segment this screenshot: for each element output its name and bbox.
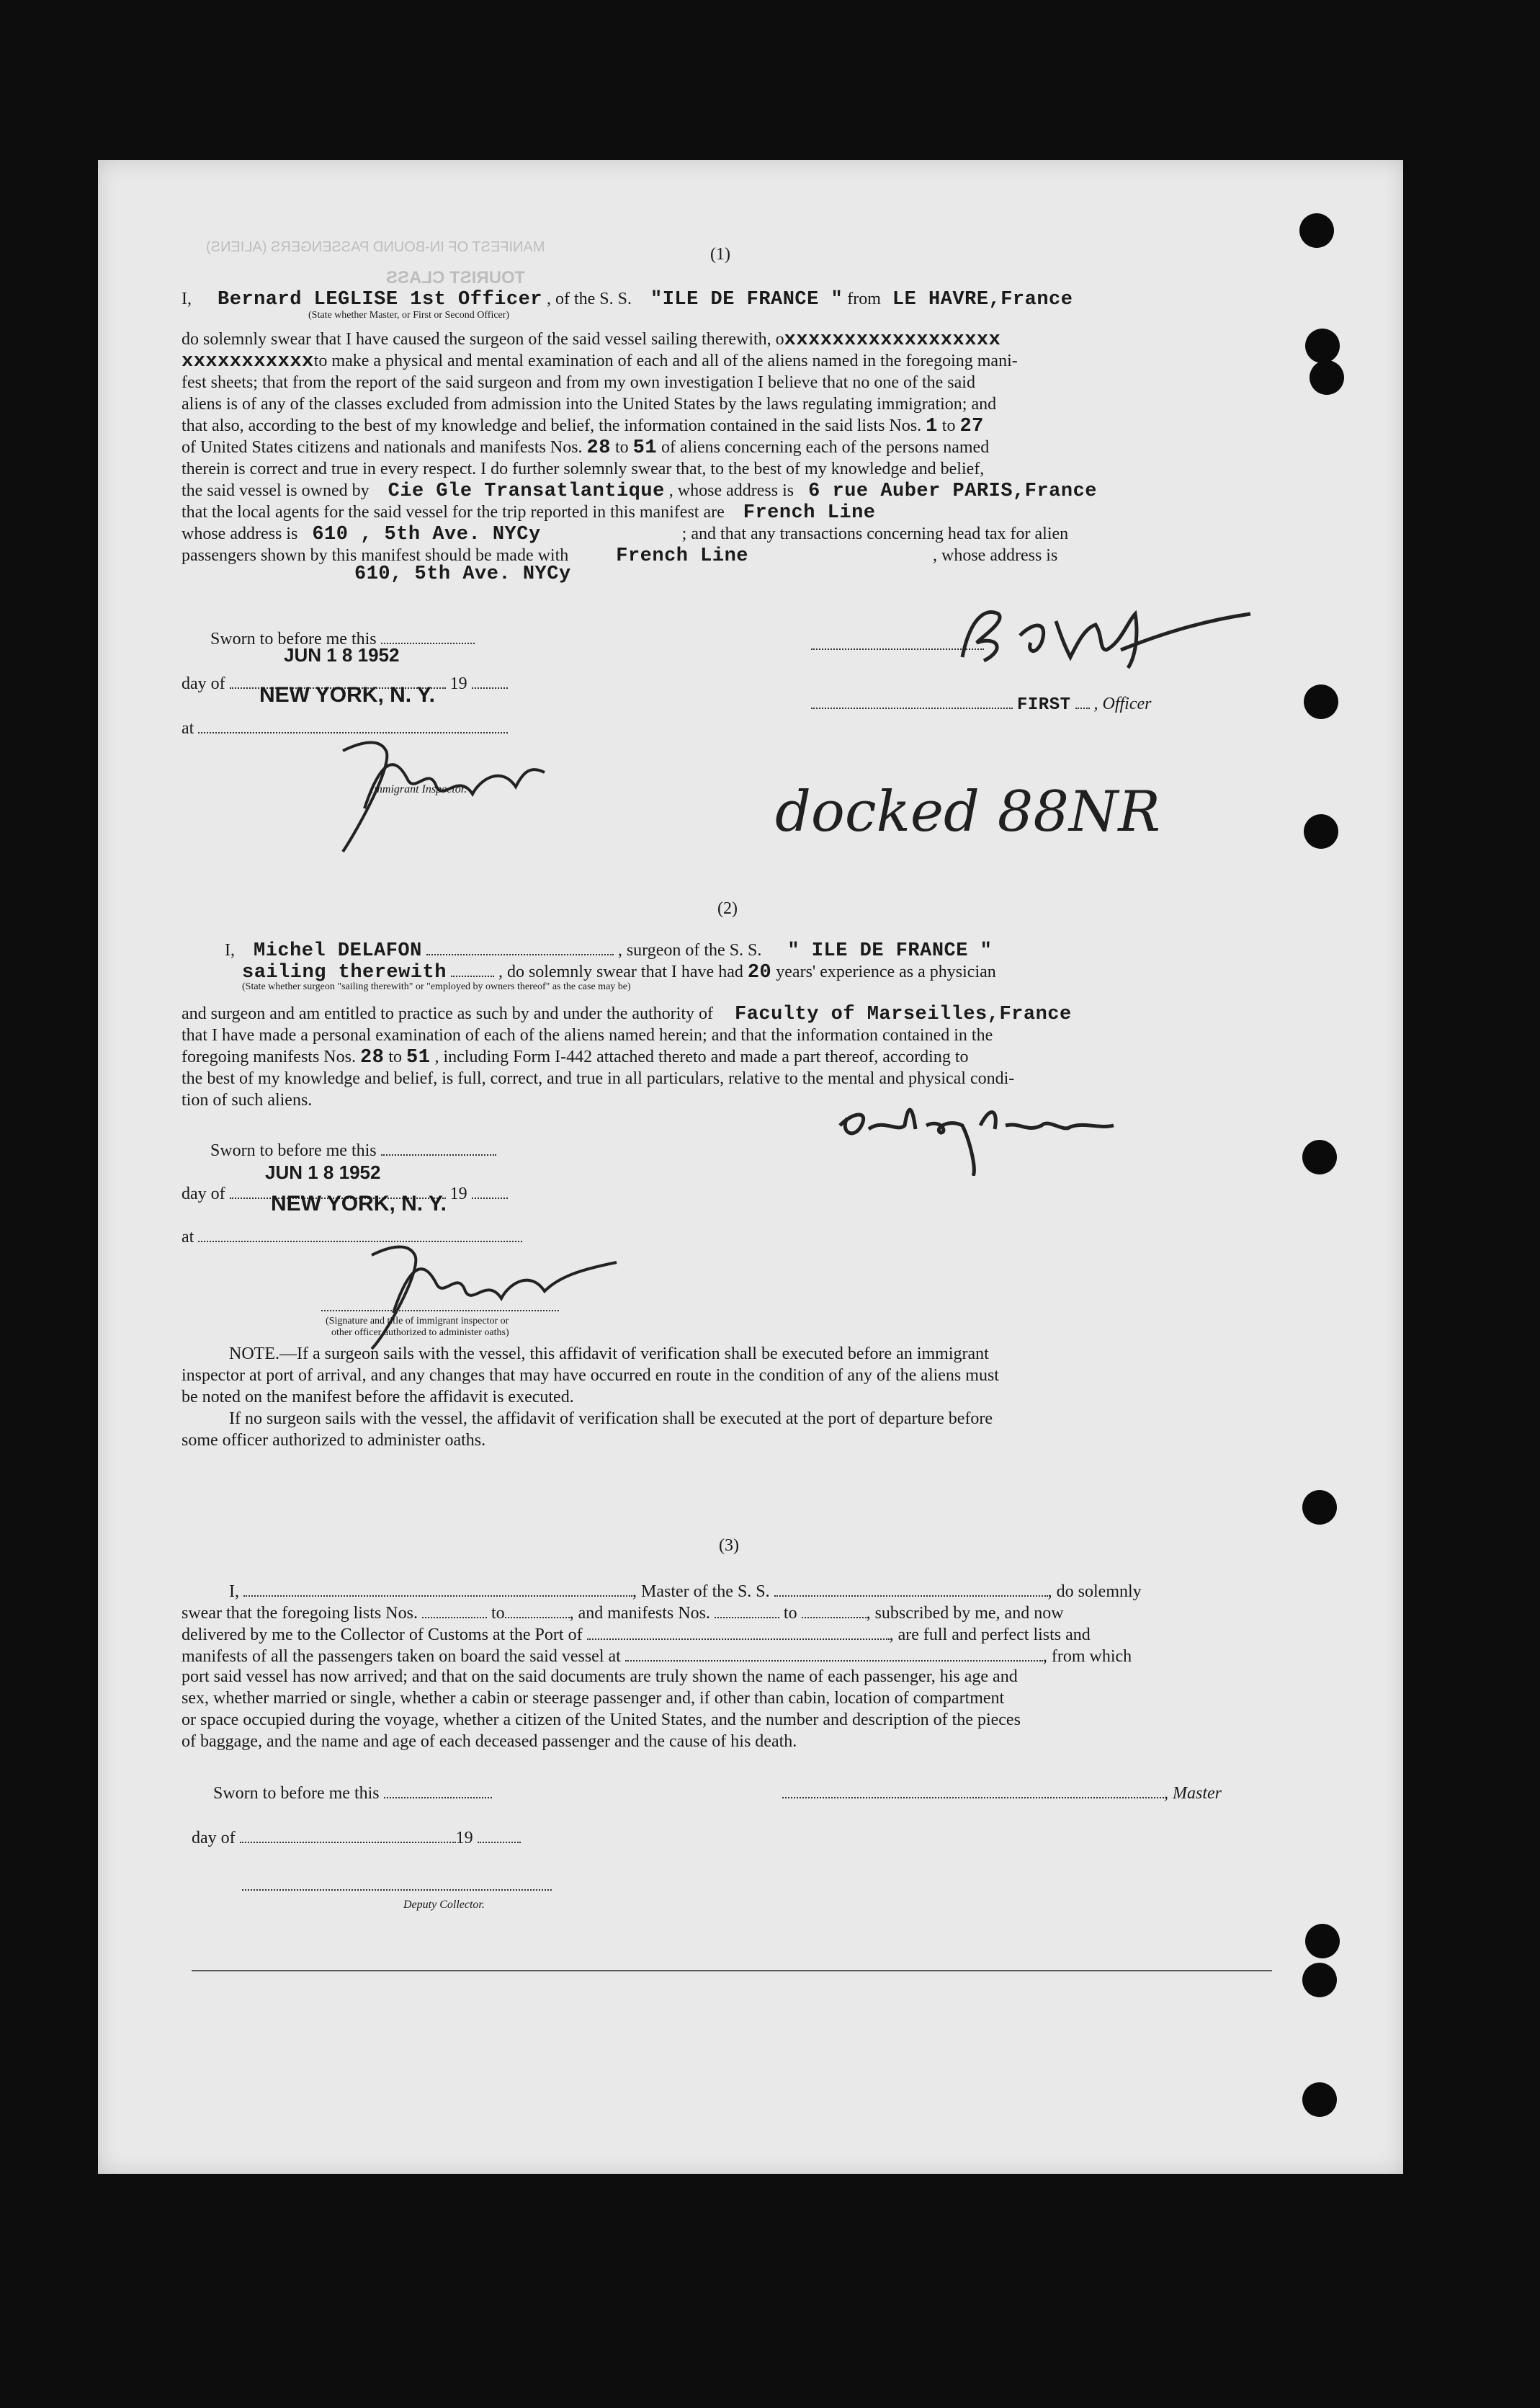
s1-line4: fest sheets; that from the report of the said surgeon and from my own investigation I believe that no one of the said — [182, 373, 975, 392]
s1-line12a: passengers shown by this manifest should be made with — [182, 546, 569, 565]
s2-line6: the best of my knowledge and belief, is full, correct, and true in all particulars, relative to the mental and physical condi- — [182, 1069, 1015, 1088]
section-3-number: (3) — [719, 1536, 739, 1555]
punch-hole — [1302, 2082, 1337, 2117]
officer-rank: FIRST — [1017, 695, 1071, 715]
sworn-text-3: Sworn to before me this — [213, 1784, 380, 1803]
at-1: at — [182, 719, 194, 738]
section-2-number: (2) — [717, 899, 738, 918]
s3-line3b: , are full and perfect lists and — [889, 1626, 1091, 1644]
day-of-3: day of — [192, 1829, 236, 1847]
manifest-page — [98, 160, 1403, 2174]
place-stamp-1: NEW YORK, N. Y. — [259, 683, 435, 707]
s3-line1b: , Master of the S. S. — [632, 1582, 770, 1601]
s3-line3a: delivered by me to the Collector of Customs at the Port of — [182, 1626, 583, 1644]
surgeon-line — [225, 938, 992, 962]
punch-hole — [1310, 360, 1344, 395]
s1-line11b: ; and that any transactions concerning head tax for alien — [681, 525, 1069, 543]
deputy-collector-caption: Deputy Collector. — [403, 1899, 485, 1911]
label-of-ss: , of the S. S. — [546, 290, 632, 308]
punch-hole — [1304, 814, 1338, 849]
s1-line5: aliens is of any of the classes excluded from admission into the United States by the laws regulating immigration; and — [182, 395, 997, 414]
manifests-from: 28 — [586, 437, 611, 459]
s3-line1 — [229, 1579, 1142, 1602]
s3-line4 — [182, 1644, 1132, 1667]
bleed-through-heading: MANIFEST OF IN-BOUND PASSENGERS (ALIENS) — [206, 239, 545, 255]
sworn-line-2 — [210, 1138, 496, 1161]
lists-from: 1 — [926, 416, 938, 437]
label-to-4: to — [491, 1604, 505, 1623]
label-i-3: I, — [229, 1582, 239, 1601]
s1-line10 — [182, 501, 875, 524]
s1-line7 — [182, 437, 989, 459]
ship-name-2: " ILE DE FRANCE " — [787, 940, 993, 962]
year-2: 19 — [449, 1185, 467, 1203]
s1-line11 — [182, 523, 1068, 545]
head-tax-payee: French Line — [616, 545, 748, 567]
officer-title-line — [811, 692, 1152, 716]
label-from: from — [847, 290, 881, 308]
state-caption: (State whether Master, or First or Second Officer) — [308, 310, 510, 321]
date-stamp-1: JUN 1 8 1952 — [284, 644, 400, 666]
s1-line9b: , whose address is — [668, 481, 794, 500]
owner-address: 6 rue Auber PARIS,France — [808, 481, 1097, 502]
surgeon-status: sailing therewith — [242, 962, 447, 984]
note-line-4: If no surgeon sails with the vessel, the affidavit of verification shall be executed at the port of departure before — [229, 1409, 993, 1428]
label-i: I, — [182, 290, 192, 308]
note-line-3: be noted on the manifest before the affidavit is executed. — [182, 1388, 574, 1406]
label-to-3: to — [388, 1048, 403, 1066]
sig-dots-2 — [321, 1294, 559, 1317]
struck-text-2: xxxxxxxxxxx — [182, 351, 314, 373]
year-3: 19 — [455, 1829, 473, 1847]
s1-line12 — [182, 545, 1057, 567]
label-to-2: to — [614, 438, 629, 457]
at-2: at — [182, 1228, 194, 1247]
s3-line5: port said vessel has now arrived; and that on the said documents are truly shown the name of each passenger, his age and — [182, 1667, 1018, 1686]
punch-hole — [1304, 685, 1338, 719]
s3-line8: of baggage, and the name and age of each deceased passenger and the cause of his death. — [182, 1732, 797, 1751]
s3-line1c: , do solemnly — [1047, 1582, 1142, 1601]
s1-line6-text: that also, according to the best of my knowledge and belief, the information contained in the said lists Nos. — [182, 416, 922, 435]
s2-manifests-from: 28 — [359, 1047, 385, 1069]
s2-line4: that I have made a personal examination of each of the aliens named herein; and that the information contained in the — [182, 1026, 993, 1045]
master-caption: , Master — [1164, 1784, 1222, 1803]
sworn-text-2: Sworn to before me this — [210, 1141, 377, 1160]
collector-sign-line — [242, 1873, 552, 1896]
s3-line3 — [182, 1623, 1091, 1646]
year-1: 19 — [449, 674, 467, 693]
s2-line2b: years' experience as a physician — [776, 963, 996, 981]
sig-caption-2a: (Signature and title of immigrant inspector or — [326, 1316, 509, 1326]
label-to: to — [941, 416, 956, 435]
note-line-5: some officer authorized to administer oaths. — [182, 1431, 486, 1450]
s1-line8: therein is correct and true in every respect. I do further solemnly swear that, to the best of my knowledge and belief, — [182, 460, 985, 478]
s1-line3-text: to make a physical and mental examination of each and all of the aliens named in the foregoing mani- — [313, 352, 1018, 370]
s3-line2 — [182, 1601, 1064, 1624]
s1-line11a: whose address is — [182, 525, 298, 543]
bleed-through-class: TOURIST CLASS — [386, 268, 525, 287]
punch-hole — [1302, 1140, 1337, 1174]
surgeon-name: Michel DELAFON — [254, 940, 422, 962]
surgeon-status-line — [182, 960, 996, 984]
s1-line7b: of aliens concerning each of the persons named — [661, 438, 990, 457]
punch-hole — [1305, 329, 1340, 363]
local-agents: French Line — [743, 502, 876, 524]
manifests-to: 51 — [632, 437, 658, 459]
sworn-line-3 — [213, 1781, 492, 1804]
place-stamp-2: NEW YORK, N. Y. — [271, 1192, 447, 1216]
s3-line2c: , subscribed by me, and now — [866, 1604, 1064, 1623]
punch-hole — [1299, 213, 1334, 248]
s1-line12b: , whose address is — [933, 546, 1058, 565]
s3-line6: sex, whether married or single, whether a cabin or steerage passenger and, if other than cabin, location of compartment — [182, 1689, 1005, 1708]
s1-line2-text: do solemnly swear that I have caused the surgeon of the said vessel sailing therewith, o — [182, 330, 784, 349]
inspector-caption-1: Immigrant Inspector. — [370, 783, 467, 795]
s3-line2b: , and manifests Nos. — [569, 1604, 710, 1623]
day-of-1: day of — [182, 674, 225, 693]
s2-line3 — [182, 1003, 1072, 1025]
punch-hole — [1302, 1490, 1337, 1525]
s2-line2a: , do solemnly swear that I have had — [498, 963, 743, 981]
officer-signature — [941, 592, 1258, 672]
sig-caption-2b: other officer authorized to administer oaths) — [331, 1327, 509, 1338]
head-tax-address: 610, 5th Ave. NYCy — [354, 563, 571, 585]
s2-line3a: and surgeon and am entitled to practice as such by and under the authority of — [182, 1004, 713, 1023]
docked-annotation: docked 88NR — [775, 780, 1160, 844]
s1-line3 — [182, 350, 1018, 373]
practice-authority: Faculty of Marseilles,France — [735, 1004, 1072, 1025]
inspector-signature-1 — [314, 722, 552, 866]
s3-line7: or space occupied during the voyage, whether a citizen of the United States, and the number and description of the pieces — [182, 1711, 1021, 1729]
label-to-5: to — [783, 1604, 797, 1623]
date-stamp-2: JUN 1 8 1952 — [265, 1161, 381, 1183]
master-sign-line — [782, 1781, 1222, 1804]
s3-line4a: manifests of all the passengers taken on board the said vessel at — [182, 1647, 621, 1666]
officer-caption: , Officer — [1093, 695, 1152, 713]
day-of-line-3 — [192, 1826, 521, 1849]
note-line-1: NOTE.—If a surgeon sails with the vessel, this affidavit of verification shall be executed before an immigrant — [229, 1345, 989, 1363]
s1-line6 — [182, 415, 984, 437]
label-i-2: I, — [225, 941, 235, 960]
s2-line5 — [182, 1046, 969, 1069]
day-of-2: day of — [182, 1185, 225, 1203]
struck-text-1: xxxxxxxxxxxxxxxxxx — [784, 329, 1001, 351]
ship-name: "ILE DE FRANCE " — [650, 289, 843, 311]
s2-manifests-to: 51 — [406, 1047, 431, 1069]
agents-address: 610 , 5th Ave. NYCy — [312, 524, 541, 545]
punch-hole — [1302, 1963, 1337, 1997]
s2-line7: tion of such aliens. — [182, 1091, 313, 1110]
s1-line2 — [182, 329, 1000, 351]
officer-name: Bernard LEGLISE 1st Officer — [218, 289, 542, 311]
s3-line4b: , from which — [1042, 1647, 1132, 1666]
s1-line10a: that the local agents for the said vessel for the trip reported in this manifest are — [182, 503, 725, 522]
departure-port: LE HAVRE,France — [892, 289, 1073, 311]
s2-line5b: , including Form I-442 attached thereto and made a part thereof, according to — [434, 1048, 969, 1066]
section-1-number: (1) — [710, 245, 730, 264]
bottom-rule — [192, 1970, 1272, 1971]
s1-line9 — [182, 480, 1097, 502]
surgeon-signature — [825, 1089, 1142, 1176]
s2-line5a: foregoing manifests Nos. — [182, 1048, 356, 1066]
label-surgeon-of: , surgeon of the S. S. — [617, 941, 762, 960]
vessel-owner: Cie Gle Transatlantique — [388, 481, 665, 502]
lists-to: 27 — [959, 416, 984, 437]
years-experience: 20 — [747, 962, 772, 984]
officer-line — [182, 288, 1073, 311]
s3-line2a: swear that the foregoing lists Nos. — [182, 1604, 418, 1623]
surgeon-state-caption: (State whether surgeon "sailing therewith" or "employed by owners thereof" as the case may be) — [242, 981, 631, 992]
punch-hole — [1305, 1924, 1340, 1958]
s1-line7a: of United States citizens and nationals and manifests Nos. — [182, 438, 583, 457]
s1-line9a: the said vessel is owned by — [182, 481, 370, 500]
note-line-2: inspector at port of arrival, and any changes that may have occurred en route in the condition of any of the aliens must — [182, 1366, 999, 1385]
sworn-text-1: Sworn to before me this — [210, 630, 377, 648]
